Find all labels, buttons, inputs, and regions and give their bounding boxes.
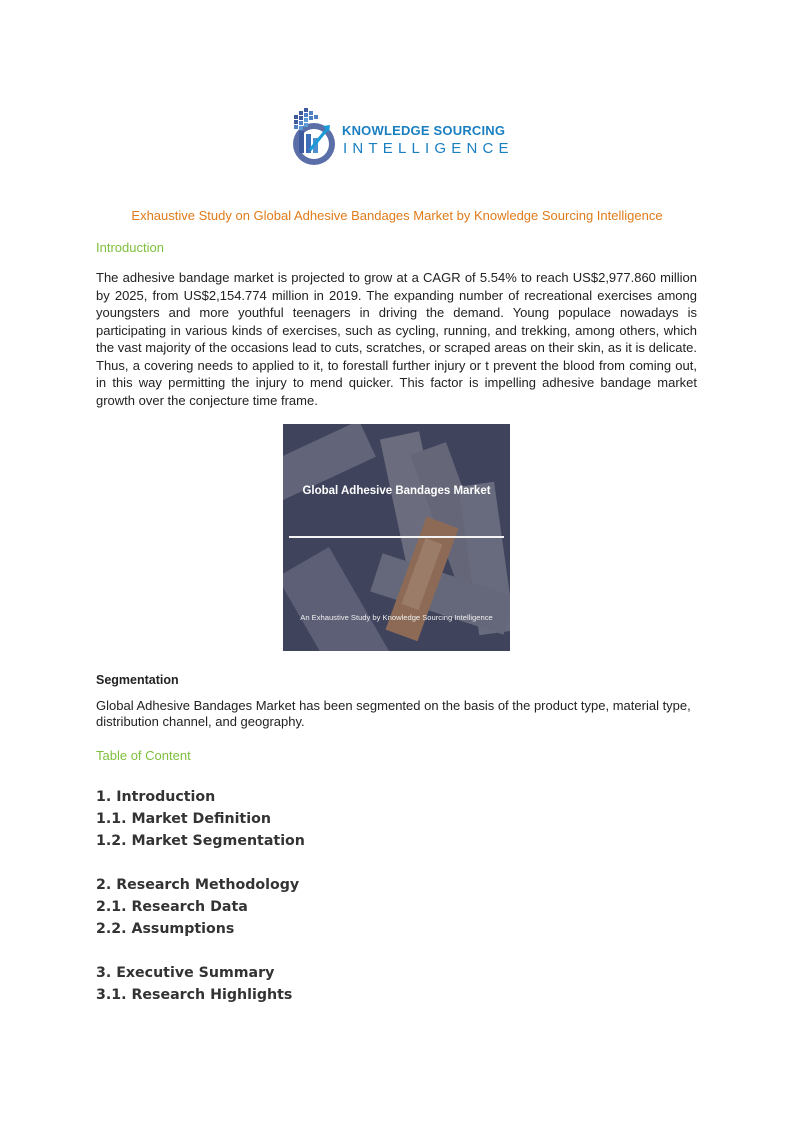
toc-item: 3.1. Research Highlights: [96, 987, 293, 1003]
market-report-image: [283, 424, 510, 651]
toc-label: Table of Content: [96, 748, 191, 763]
toc-item: 2.2. Assumptions: [96, 921, 235, 937]
document-title: Exhaustive Study on Global Adhesive Bandages Market by Knowledge Sourcing Intelligence: [131, 208, 663, 223]
logo-emblem-icon: [290, 106, 340, 166]
promo-subtitle: An Exhaustive Study by Knowledge Sourcing Intelligence: [300, 613, 493, 622]
toc-item: 1.1. Market Definition: [96, 811, 271, 827]
company-logo: [290, 106, 514, 166]
toc-item: 2. Research Methodology: [96, 877, 300, 893]
promo-divider: [289, 536, 504, 538]
intro-paragraph: The adhesive bandage market is projected to grow at a CAGR of 5.54% to reach US$2,977.860 million by 2025, from US$2,154.774 million in 2019. The expanding number of recreational exercises among youngsters and more youthful teenagers in driving the demand. Young populace nowadays is participating in various kinds of exercises, such as cycling, running, and trekking, among others, which the vast majority of the occasions lead to cuts, scratches, or scraped areas on their skin, as it is delicate. Thus, a covering needs to applied to it, to forestall further injury or t prevent the blood from coming out, in this way permitting the injury to mend quicker. This factor is impelling adhesive bandage market growth over the conjecture time frame.: [96, 270, 697, 408]
logo-text-line1: KNOWLEDGE SOURCING: [342, 123, 506, 138]
logo-text-line2: INTELLIGENCE: [343, 140, 514, 157]
promo-title: Global Adhesive Bandages Market: [302, 485, 491, 497]
table-of-contents: [96, 786, 305, 1006]
toc-item: 2.1. Research Data: [96, 899, 248, 915]
toc-item: 1. Introduction: [96, 789, 216, 805]
intro-label: Introduction: [96, 240, 164, 255]
segmentation-paragraph: Global Adhesive Bandages Market has been segmented on the basis of the product type, material type, distribution channel, and geography.: [96, 698, 691, 729]
toc-item: 1.2. Market Segmentation: [96, 833, 305, 849]
segmentation-heading: Segmentation: [96, 673, 179, 687]
toc-item: 3. Executive Summary: [96, 965, 275, 981]
